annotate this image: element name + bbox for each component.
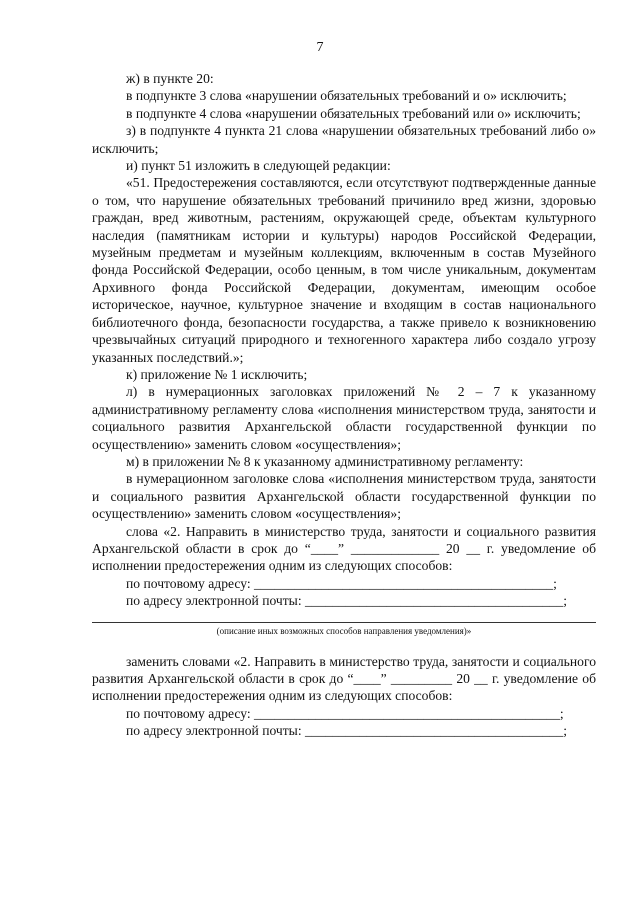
replacement-text: заменить словами «2. Направить в министерство труда, занятости и социального развития Архангельской области в срок до “____” _________ 20 __ г. уведомление об исполнении предостережения одним из следующих способов:: [92, 653, 596, 704]
item-l: л) в нумерационных заголовках приложений № 2 – 7 к указанному административному регламенту слова «исполнения министерством труда, занятости и социального развития Архангельской области государственной функции по осуществлению» заменить словом «осуществления»;: [92, 384, 596, 452]
blank-line-caption: (описание иных возможных способов направления уведомления)»: [216, 625, 472, 636]
page-number: 7: [316, 40, 324, 55]
item-i-quote: «51. Предостережения составляются, если отсутствуют подтвержденные данные о том, что нарушение обязательных требований причинило вред жизни, здоровью граждан, вред животным, растениям, окружающей среде, объектам культурного наследия (памятникам истории и культуры) народов Российской Федерации, музейным предметам и музейным коллекциям, включенным в состав Музейного фонда Российской Федерации, особо ценным, в том числе уникальным, документам Архивного фонда Российской Федерации, документам, имеющим особое историческое, научное, культурное значение и входящим в состав национального библиотечного фонда, безопасности государства, а также привело к возникновению чрезвычайных ситуаций природного и техногенного характера либо создало угрозу указанных последствий.»;: [92, 175, 596, 365]
email-address-line: по адресу электронной почты: ______________________________________;: [126, 593, 568, 609]
item-zh: ж) в пункте 20:: [126, 71, 214, 86]
postal-address-line-new: по почтовому адресу: _____________________________________________;: [126, 705, 564, 721]
item-m-words: слова «2. Направить в министерство труда, занятости и социального развития Архангельской области в срок до “____” _____________ 20 __ г. уведомление об исполнении предостережения одним из следующих способов:: [92, 523, 596, 574]
item-m-heading: в нумерационном заголовке слова «исполнения министерством труда, занятости и социального развития Архангельской области государственной функции по осуществлению» заменить словом «осуществления»;: [92, 471, 596, 522]
email-address-line-new: по адресу электронной почты: ______________________________________;: [126, 723, 568, 739]
postal-address-line: по почтовому адресу: ____________________________________________;: [126, 575, 557, 591]
blank-line-divider: [92, 622, 596, 623]
item-zh-sub3: в подпункте 3 слова «нарушении обязательных требований и о» исключить;: [126, 88, 567, 104]
item-i: и) пункт 51 изложить в следующей редакции:: [126, 158, 391, 174]
document-body: [92, 70, 596, 740]
item-z: з) в подпункте 4 пункта 21 слова «нарушении обязательных требований либо о» исключить;: [92, 123, 596, 156]
item-k: к) приложение № 1 исключить;: [126, 366, 308, 382]
item-m: м) в приложении № 8 к указанному административному регламенту:: [126, 453, 524, 469]
item-zh-sub4: в подпункте 4 слова «нарушении обязательных требований или о» исключить;: [126, 105, 581, 121]
